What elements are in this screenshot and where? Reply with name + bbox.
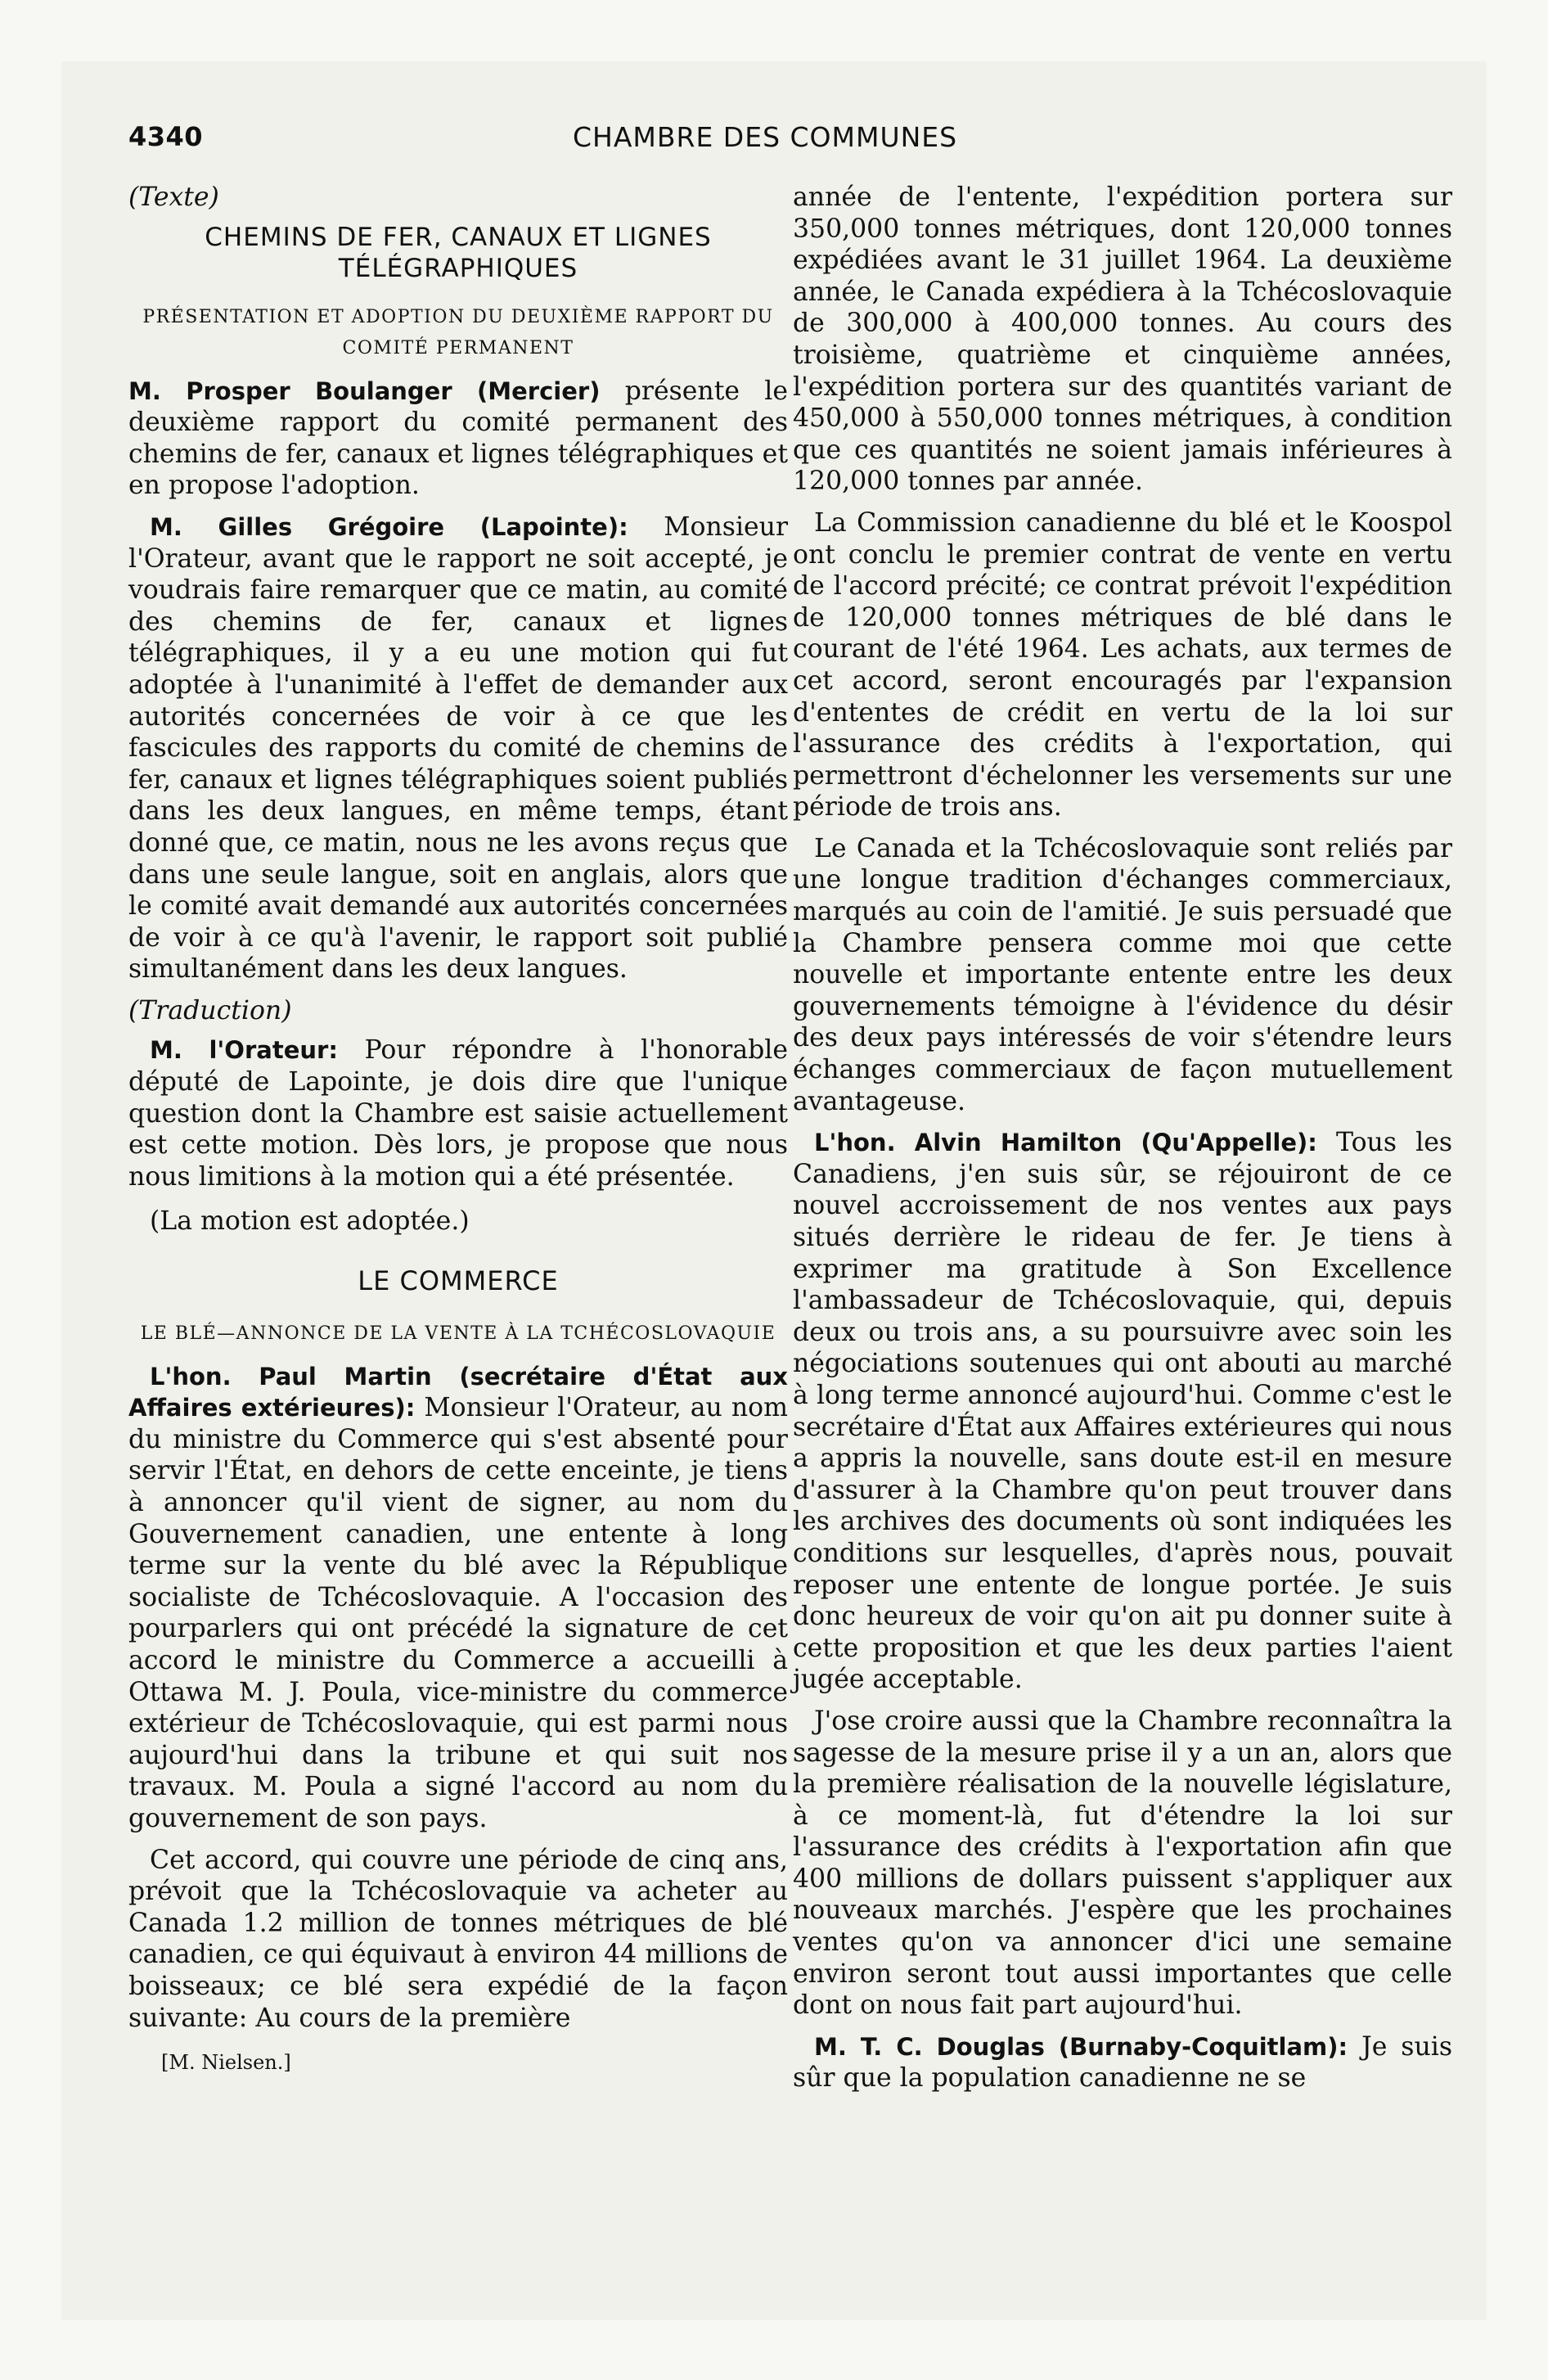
traduction-tag: (Traduction) xyxy=(128,995,292,1025)
speaker-martin: L'hon. Paul Martin (secrétaire d'État aux Affaires extérieures): xyxy=(128,1362,788,1422)
text-hamilton: Tous les Canadiens, j'en suis sûr, se réjouiront de ce nouvel accroissement de nos ventes aux pays situés derrière le rideau de fer. Je tiens à exprimer ma gratitude à Son Excellence l'ambassadeur de Tchécoslovaquie, qui, depuis deux ou trois ans, a su poursuivre avec soin les négociations soutenues qui ont abouti au marché à long terme annoncé aujourd'hui. Comme c'est le secrétaire d'État aux Affaires extérieures qui nous a appris la nouvelle, sans doute est-il en mesure d'assurer à la Chambre qu'on peut trouver dans les archives des documents où sont indiquées les conditions sur lesquelles, d'après nous, pouvait reposer une entente de longue portée. Je suis donc heureux de voir qu'on ait pu donner suite à cette proposition et que les deux parties l'aient jugée acceptable. xyxy=(793,1128,1453,1695)
speaker-douglas: M. T. C. Douglas (Burnaby-Coquitlam): xyxy=(814,2032,1348,2061)
text-martin: Monsieur l'Orateur, au nom du ministre du Commerce qui s'est absenté pour servir l'État, en dehors de cette enceinte, je tiens à annoncer qu'il vient de signer, au nom du Gouvernement canadien, une entente à long terme sur la vente du blé avec la République socialiste de Tchécoslovaquie. A l'occasion des pourparlers qui ont précédé la signature de cet accord le ministre du Commerce a accueilli à Ottawa M. J. Poula, vice-ministre du commerce extérieur de Tchécoslovaquie, qui est parmi nous aujourd'hui dans la tribune et qui suit nos travaux. M. Poula a signé l'accord au nom du gouvernement de son pays. xyxy=(128,1393,788,1833)
right-column xyxy=(793,182,1452,2104)
paragraph-gregoire xyxy=(128,512,788,985)
paragraph-douglas xyxy=(793,2031,1452,2094)
speaker-gregoire: M. Gilles Grégoire (Lapointe): xyxy=(150,512,628,541)
section-subtitle: PRÉSENTATION ET ADOPTION DU DEUXIÈME RAPPORT DU COMITÉ PERMANENT xyxy=(142,306,774,358)
speaker-orateur: M. l'Orateur: xyxy=(150,1036,338,1065)
paragraph-orateur xyxy=(128,1034,788,1192)
paragraph-boulanger xyxy=(128,376,788,502)
text-orateur: Pour répondre à l'honorable député de Lapointe, je dois dire que l'unique question dont la Chambre est saisie actuellement est cette motion. Dès lors, je propose que nous nous limitions à la motion qui a été présentée. xyxy=(128,1035,789,1192)
commerce-subtitle: LE BLÉ—ANNONCE DE LA VENTE À LA TCHÉCOSLOVAQUIE xyxy=(140,1323,776,1344)
paragraph-commission: La Commission canadienne du blé et le Koospol ont conclu le premier contrat de vente en vertu de l'accord précité; ce contrat prévoit l'expédition de 120,000 tonnes métriques de blé dans le courant de l'été 1964. Les achats, aux termes de cet accord, seront encouragés par l'expansion d'ententes de crédit en vertu de la loi sur l'assurance des crédits à l'exportation, qui permettront d'échelonner les versements sur une période de trois ans. xyxy=(793,507,1452,823)
text-boulanger: présente le deuxième rapport du comité permanent des chemins de fer, canaux et lignes télégraphiques et en propose l'adoption. xyxy=(128,376,788,501)
paragraph-martin xyxy=(128,1361,788,1835)
section-title: CHEMINS DE FER, CANAUX ET LIGNES TÉLÉGRAPHIQUES xyxy=(205,222,712,283)
paragraph-tradition: Le Canada et la Tchécoslovaquie sont reliés par une longue tradition d'échanges commerciaux, marqués au coin de l'amitié. Je suis persuadé que la Chambre pensera comme moi que cette nouvelle et importante entente entre les deux gouvernements témoigne à l'évidence du désir des deux pays intéressés de voir s'étendre leurs échanges commerciaux de façon mutuellement avantageuse. xyxy=(793,833,1452,1116)
motion-adopted: (La motion est adoptée.) xyxy=(150,1206,470,1237)
texte-tag: (Texte) xyxy=(128,183,219,212)
speaker-boulanger: M. Prosper Boulanger (Mercier) xyxy=(128,376,601,405)
left-column xyxy=(128,182,788,2079)
commerce-title: LE COMMERCE xyxy=(358,1265,559,1297)
text-douglas: Je suis sûr que la population canadienne ne se xyxy=(793,2031,1452,2094)
paragraph-accord: Cet accord, qui couvre une période de cinq ans, prévoit que la Tchécoslovaquie va acheter au Canada 1.2 million de tonnes métriques de blé canadien, ce qui équivaut à environ 44 millions de boisseaux; ce blé sera expédié de la façon suivante: Au cours de la première xyxy=(128,1845,788,2033)
paragraph-continuation: année de l'entente, l'expédition portera sur 350,000 tonnes métriques, dont 120,000 tonnes expédiées avant le 31 juillet 1964. La deuxième année, le Canada expédiera à la Tchécoslovaquie de 300,000 à 400,000 tonnes. Au cours des troisième, quatrième et cinquième années, l'expédition portera sur des quantités variant de 450,000 à 550,000 tonnes métriques, à condition que ces quantités ne soient jamais inférieures à 120,000 tonnes par année. xyxy=(793,183,1452,497)
paragraph-hamilton xyxy=(793,1127,1452,1696)
running-head: CHAMBRE DES COMMUNES xyxy=(573,121,958,153)
speaker-hamilton: L'hon. Alvin Hamilton (Qu'Appelle): xyxy=(814,1129,1317,1157)
text-gregoire: Monsieur l'Orateur, avant que le rapport ne soit accepté, je voudrais faire remarquer que ce matin, au comité des chemins de fer, canaux et lignes télégraphiques, il y a eu une motion qui fut adoptée à l'unanimité à l'effet de demander aux autorités concernées de voir à ce que les fascicules des rapports du comité de chemins de fer, canaux et lignes télégraphiques soient publiés dans les deux langues, en même temps, étant donné que, ce matin, nous ne les avons reçus que dans une seule langue, soit en anglais, alors que le comité avait demandé aux autorités concernées de voir à ce qu'à l'avenir, le rapport soit publié simultanément dans les deux langues. xyxy=(128,512,788,985)
paragraph-sagesse: J'ose croire aussi que la Chambre reconnaîtra la sagesse de la mesure prise il y a un an, alors que la première réalisation de la nouvelle législature, à ce moment-là, fut d'étendre la loi sur l'assurance des crédits à l'exportation afin que 400 millions de dollars puissent s'appliquer aux nouveaux marchés. J'espère que les prochaines ventes qu'on va annoncer d'ici une semaine environ seront tout aussi importantes que celle dont on nous fait part aujourd'hui. xyxy=(793,1706,1452,2021)
page-number: 4340 xyxy=(128,121,204,152)
footnote: [M. Nielsen.] xyxy=(161,2051,291,2075)
